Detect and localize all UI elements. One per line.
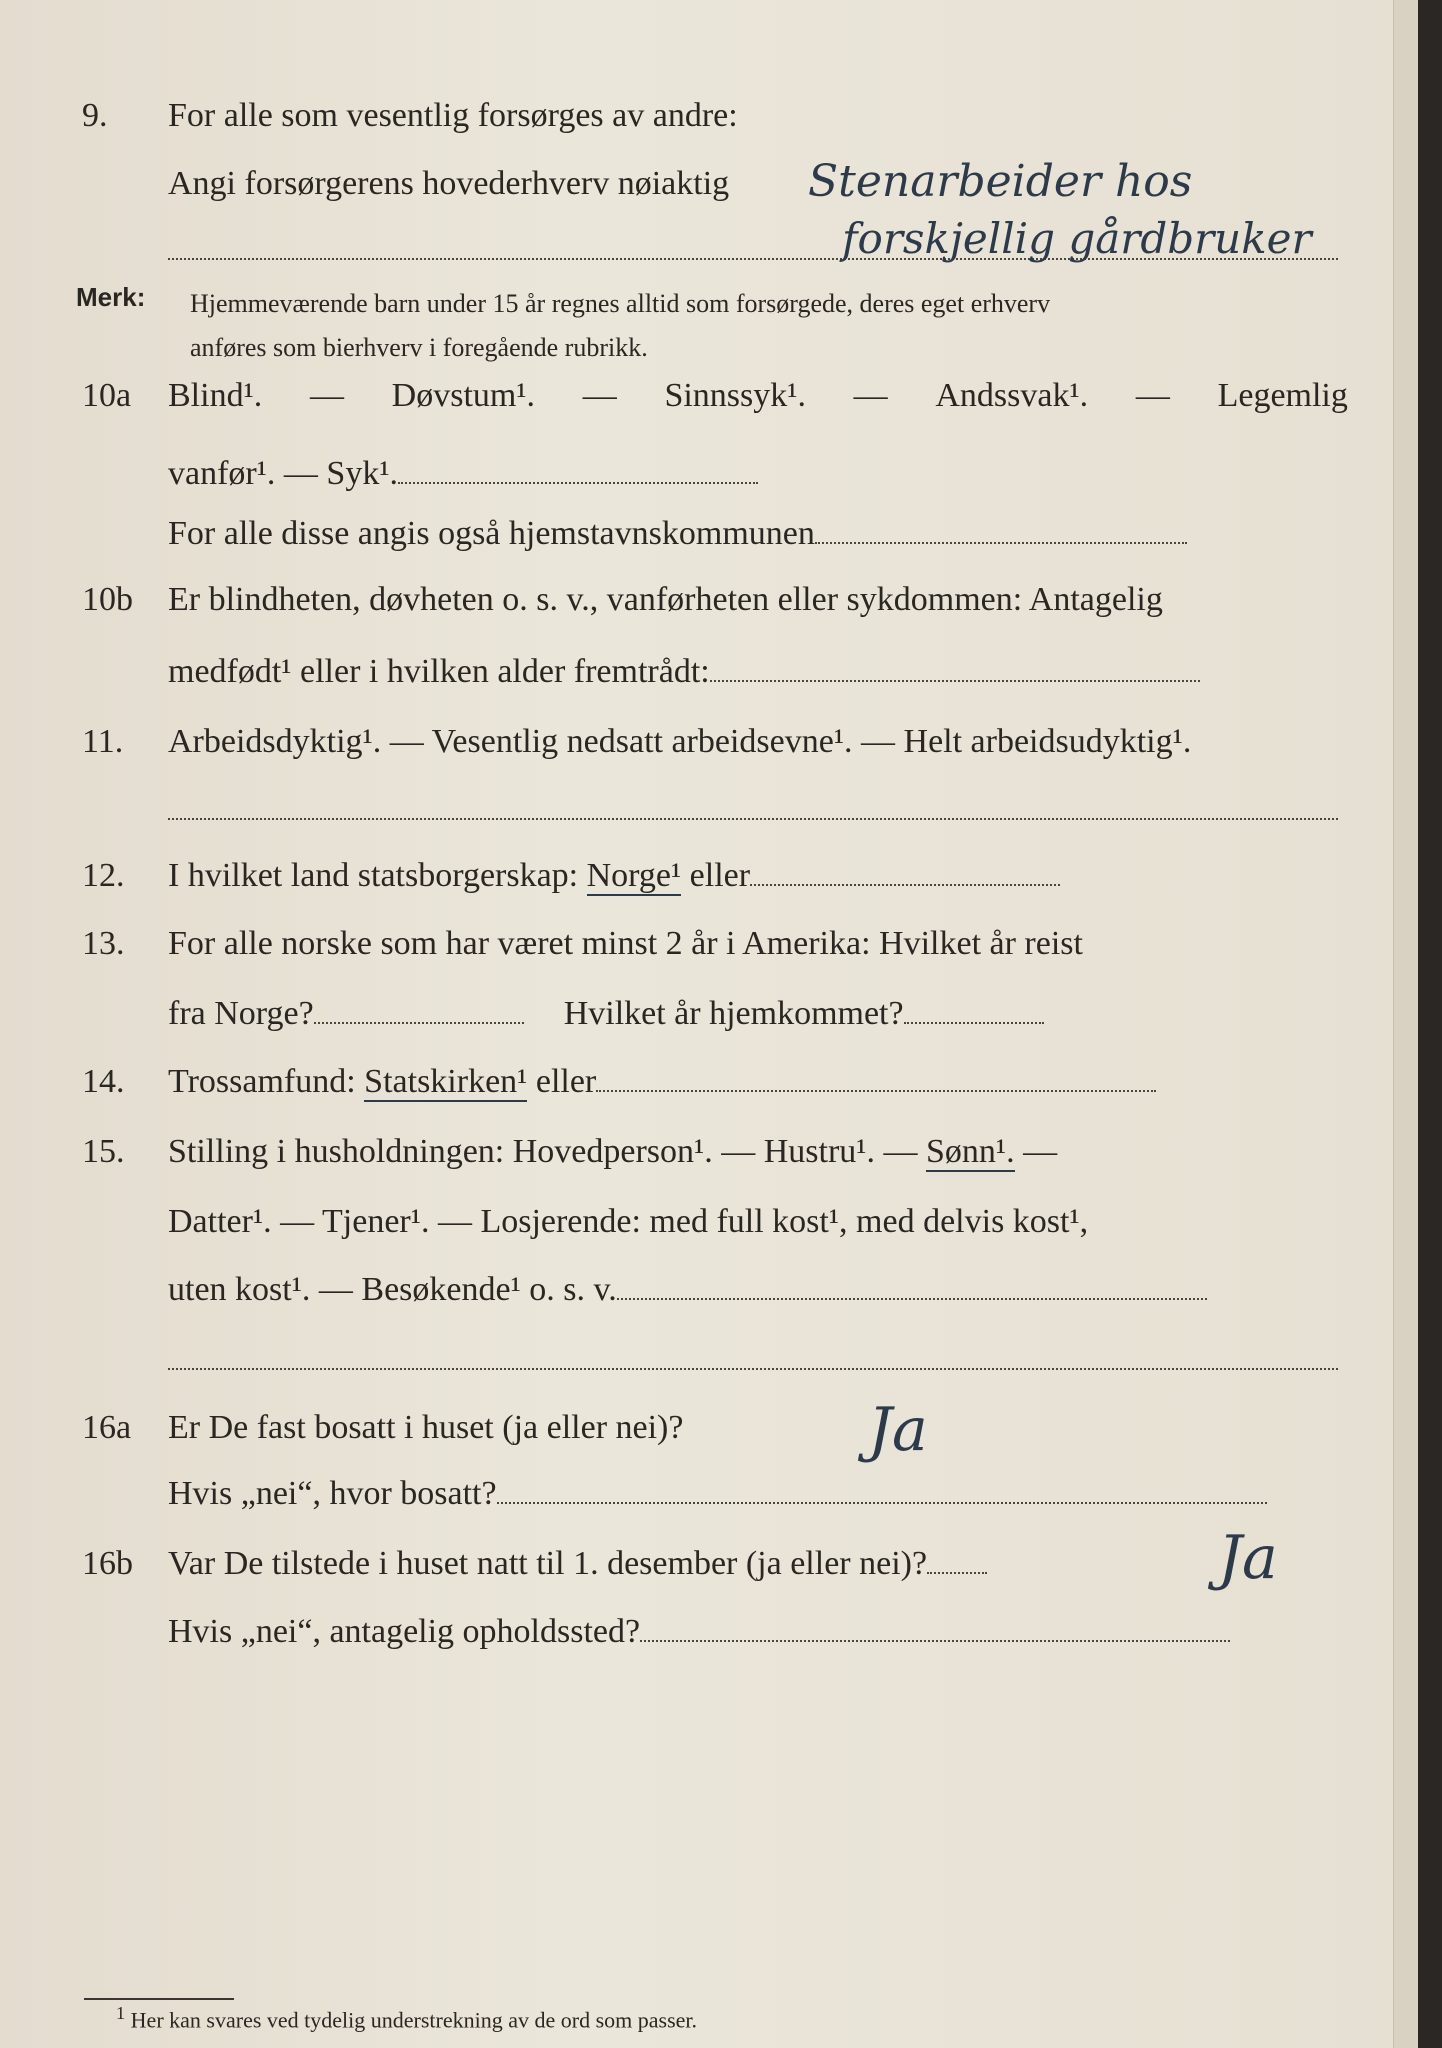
q10a-line2: vanfør¹. — Syk¹. (168, 455, 399, 492)
q15-number: 15. (82, 1133, 125, 1170)
q12-norge-underlined: Norge¹ (586, 857, 682, 894)
q14-number: 14. (82, 1063, 125, 1100)
q15-dash: — (1023, 1133, 1058, 1170)
q13-line1: For alle norske som har været minst 2 år i Amerika: Hvilket år reist (168, 925, 1083, 962)
q15-row (0, 1124, 1418, 1180)
q16b-row2 (0, 1604, 1418, 1660)
q13-hjemkommet-field (904, 988, 1044, 1024)
q13-row2 (0, 986, 1418, 1042)
q10a-line2-wrap (168, 446, 1348, 502)
q10a-line3-wrap (168, 506, 1348, 562)
q10a-item-andssvak: Andssvak¹. (935, 377, 1089, 414)
q13-reist-label: fra Norge? (168, 995, 314, 1032)
q12-question: I hvilket land statsborgerskap: (168, 857, 579, 894)
q11-number: 11. (82, 723, 124, 760)
q9-line2: Angi forsørgerens hovederhverv nøiaktig (168, 165, 730, 202)
q16a-line1: Er De fast bosatt i huset (ja eller nei)? (168, 1409, 684, 1446)
q10a-line1 (168, 368, 1348, 424)
footnote-text: Her kan svares ved tydelig understrekning av de ord som passer. (130, 2007, 698, 2033)
q10b-number: 10b (82, 581, 133, 618)
q10a-item-sinnssyk: Sinnssyk¹. (664, 377, 806, 414)
q15-sonn-underlined: Sønn¹. (925, 1133, 1015, 1170)
q12-number: 12. (82, 857, 125, 894)
q10a-item-dovstum: Døvstum¹. (391, 377, 536, 414)
q10b-row (0, 572, 1418, 628)
merk-note (190, 282, 1350, 370)
q10a-row2 (0, 446, 1418, 502)
q9-handwritten-answer2: forskjellig gårdbruker (842, 214, 1312, 263)
q15-answer-line (168, 1368, 1338, 1370)
q16a-bosatt-field (497, 1468, 1267, 1504)
q15-line1: Stilling i husholdningen: Hovedperson¹. — Hustru¹. — (168, 1133, 918, 1170)
q16a-handwritten-answer: Ja (868, 1395, 928, 1465)
q15-line3-wrap (168, 1262, 1348, 1318)
q16a-number: 16a (82, 1409, 132, 1446)
q10a-dash-1: — (309, 377, 344, 414)
q12-land-field (750, 850, 1060, 886)
q14-row (0, 1054, 1418, 1110)
q16b-number: 16b (82, 1545, 133, 1582)
q9-row (0, 88, 1418, 144)
merk-text-line2: anføres som bierhverv i foregående rubrikk. (190, 333, 648, 362)
q16b-line2: Hvis „nei“, antagelig opholdssted? (168, 1613, 641, 1650)
q15-line1-wrap (168, 1124, 1348, 1180)
q13-row (0, 916, 1418, 972)
q10a-row (0, 368, 1418, 424)
q15-line3: uten kost¹. — Besøkende¹ o. s. v. (168, 1271, 617, 1308)
q15-stilling-field (617, 1264, 1207, 1300)
q16a-line2: Hvis „nei“, hvor bosatt? (168, 1475, 497, 1512)
q9-row2 (0, 156, 1418, 212)
q15-row2 (0, 1194, 1418, 1250)
q10a-number: 10a (82, 377, 132, 414)
q16b-row (0, 1536, 1418, 1592)
q11-line1: Arbeidsdyktig¹. — Vesentlig nedsatt arbeidsevne¹. — Helt arbeidsudyktig¹. (168, 723, 1192, 760)
q12-eller: eller (689, 857, 751, 894)
merk-text-line1: Hjemmeværende barn under 15 år regnes alltid som forsørgede, deres eget erhverv (190, 289, 1051, 318)
q16a-row (0, 1400, 1418, 1456)
q14-eller: eller (535, 1063, 597, 1100)
q9-handwritten-answer1: Stenarbeider hos (808, 156, 1193, 207)
q10b-line2: medfødt¹ eller i hvilken alder fremtrådt: (168, 653, 710, 690)
q16a-line2-wrap (168, 1466, 1348, 1522)
q10b-row2 (0, 644, 1418, 700)
q10b-line1: Er blindheten, døvheten o. s. v., vanførheten eller sykdommen: Antagelig (168, 581, 1163, 618)
q10a-syk-field (398, 448, 758, 484)
q10a-dash-3: — (853, 377, 888, 414)
q12-line-wrap (168, 848, 1348, 904)
q15-line2: Datter¹. — Tjener¹. — Losjerende: med full kost¹, med delvis kost¹, (168, 1203, 1089, 1240)
q10a-hjemstavn-field (815, 508, 1187, 544)
q10a-line3: For alle disse angis også hjemstavnskommunen (168, 515, 815, 552)
q10a-row3 (0, 506, 1418, 562)
q13-reist-field (314, 988, 524, 1024)
q16b-line1: Var De tilstede i huset natt til 1. desember (ja eller nei)? (168, 1545, 928, 1582)
q10a-item-blind: Blind¹. (168, 377, 263, 414)
q10b-alder-field (710, 646, 1200, 682)
q10b-line2-wrap (168, 644, 1348, 700)
q9-number: 9. (82, 97, 108, 134)
q14-label: Trossamfund: (168, 1063, 356, 1100)
q10a-dash-2: — (582, 377, 617, 414)
footnote-rule (84, 1998, 234, 2000)
footnote (116, 2003, 697, 2033)
q10a-item-legemlig: Legemlig (1217, 377, 1348, 414)
footnote-mark: 1 (116, 2003, 126, 2023)
q14-statskirken-underlined: Statskirken¹ (364, 1063, 528, 1100)
q14-line-wrap (168, 1054, 1348, 1110)
q16b-handwritten-answer: Ja (1218, 1523, 1278, 1593)
merk-label: Merk: (76, 282, 146, 312)
q13-line2-wrap (168, 986, 1348, 1042)
q14-trossamfund-field (596, 1056, 1156, 1092)
q11-row (0, 714, 1418, 770)
q16b-line2-wrap (168, 1604, 1348, 1660)
q12-row (0, 848, 1418, 904)
q16b-line1-wrap (168, 1536, 1348, 1592)
q15-row3 (0, 1262, 1418, 1318)
q11-answer-line (168, 818, 1338, 820)
q16a-row2 (0, 1466, 1418, 1522)
q16b-tilstede-field (927, 1538, 987, 1574)
q10a-dash-4: — (1135, 377, 1170, 414)
q13-number: 13. (82, 925, 125, 962)
q9-line1: For alle som vesentlig forsørges av andre: (168, 97, 738, 134)
q13-hjemkommet-label: Hvilket år hjemkommet? (563, 995, 904, 1032)
q16b-opholdssted-field (640, 1606, 1230, 1642)
